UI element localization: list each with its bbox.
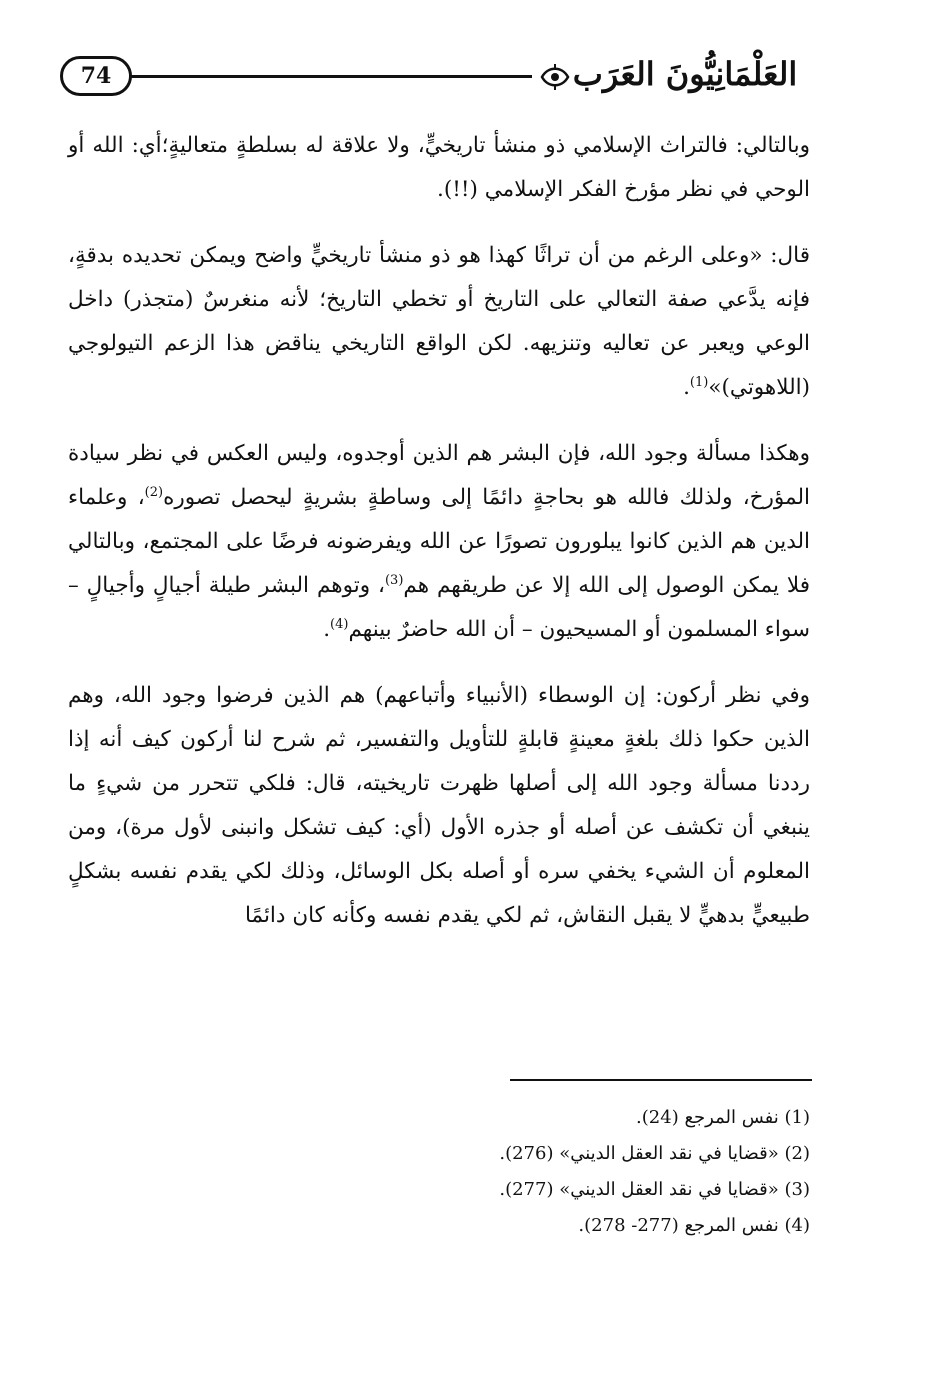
paragraph-text: ، وعلماء الدين هم الذين كانوا يبلورون تصورًا عن الله ويفرضونه فرضًا على المجتمع، وبالتالي فلا يمكن الوصول إلى الله إلا عن طريقهم هم (68, 485, 810, 598)
body-text (68, 124, 810, 960)
footnote-item: (1) نفس المرجع (24). (636, 1107, 810, 1128)
footnote-item: (3) «قضايا في نقد العقل الديني» (277). (499, 1179, 810, 1200)
footnote-ref[interactable]: (1) (689, 374, 709, 390)
paragraph-tail: . (323, 617, 331, 642)
paragraph-text: وبالتالي: فالتراث الإسلامي ذو منشأ تاريخيٍّ، ولا علاقة له بسلطةٍ متعاليةٍ؛أي: الله أو الوحي في نظر مؤرخ الفكر الإسلامي (!!). (68, 133, 810, 202)
footnote-ref[interactable]: (2) (144, 484, 164, 500)
footnote-ref[interactable]: (4) (330, 616, 349, 632)
paragraph (68, 674, 810, 938)
paragraph-text: ، وتوهم البشر طيلة أجيالٍ وأجيالٍ – سواء المسلمون أو المسيحيون – أن الله حاضرٌ بينهم (68, 573, 810, 642)
footnotes (210, 1100, 810, 1244)
header-rule (130, 75, 532, 78)
paragraph (68, 432, 810, 652)
paragraph-tail: . (683, 375, 690, 400)
running-title: العَلْمَانِيُّونَ العَرَب (572, 55, 798, 93)
paragraph (68, 124, 810, 212)
paragraph-text: وفي نظر أركون: إن الوسطاء (الأنبياء وأتباعهم) هم الذين فرضوا وجود الله، وهم الذين حكوا ذلك بلغةٍ معينةٍ قابلةٍ للتأويل والتفسير، ثم شرح لنا أركون كيف أنه إذا رددنا مسألة وجود الله إلى أصلها ظهرت تاريخيته، قال: فلكي تتحرر من شيءٍ ما ينبغي أن تكشف عن أصله أو جذره الأول (أي: كيف تشكل وانبنى لأول مرة)، ومن المعلوم أن الشيء يخفي سره أو أصله بكل الوسائل، وذلك لكي يقدم نفسه بشكلٍ طبيعيٍّ بدهيٍّ لا يقبل النقاش، ثم لكي يقدم نفسه وكأنه كان دائمًا (68, 683, 810, 928)
footnote-item: (4) نفس المرجع (277- 278). (578, 1215, 810, 1236)
footnote-separator (510, 1079, 812, 1081)
paragraph-text: قال: «وعلى الرغم من أن تراثًا كهذا هو ذو منشأ تاريخيٍّ واضح ويمكن تحديده بدقةٍ، فإنه يدَّعي صفة التعالي على التاريخ أو تخطي التاريخ؛ لأنه منغرسٌ (متجذر) داخل الوعي ويعبر عن تعاليه وتنزيهه. لكن الواقع التاريخي يناقض هذا الزعم التيولوجي (اللاهوتي)» (68, 243, 810, 400)
paragraph-text: وهكذا مسألة وجود الله، فإن البشر هم الذين أوجدوه، وليس العكس في نظر سيادة المؤرخ، ولذلك فالله هو بحاجةٍ دائمًا إلى وساطةٍ بشريةٍ ليحصل تصوره (68, 441, 810, 510)
footnote-ref[interactable]: (3) (384, 572, 404, 588)
paragraph (68, 234, 810, 410)
page-header (60, 52, 815, 112)
footnote-item: (2) «قضايا في نقد العقل الديني» (276). (499, 1143, 810, 1164)
page-number: 74 (60, 56, 132, 96)
